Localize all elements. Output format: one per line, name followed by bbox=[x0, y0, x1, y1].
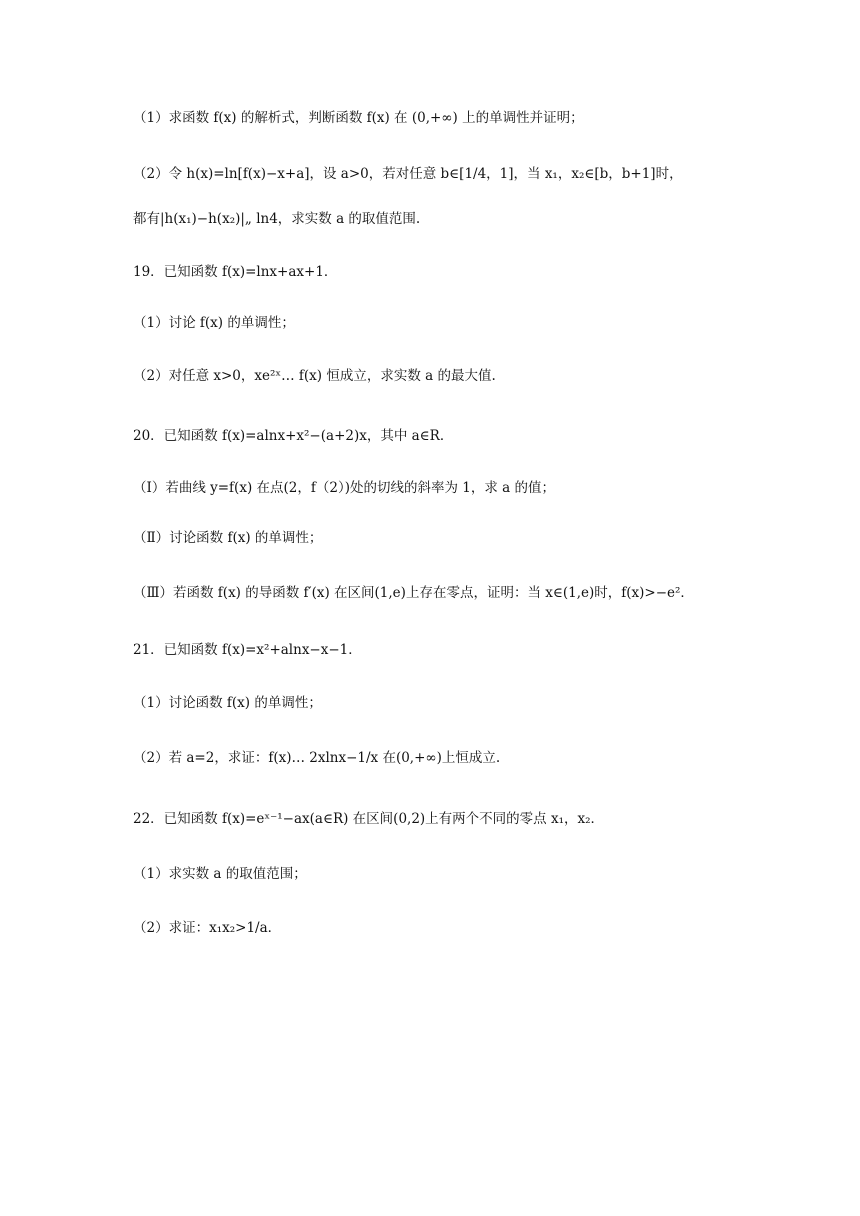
q20-part3: （Ⅲ）若函数 f(x) 的导函数 f′(x) 在区间(1,e)上存在零点，证明：当 x∈(1,e)时，f(x)>−e²． bbox=[133, 585, 694, 601]
q22-part1: （1）求实数 a 的取值范围； bbox=[133, 866, 307, 882]
q18-part1: （1）求函数 f(x) 的解析式，判断函数 f(x) 在 (0,+∞) 上的单调性并证明； bbox=[133, 110, 584, 126]
q21-part1: （1）讨论函数 f(x) 的单调性； bbox=[133, 695, 322, 711]
q19-part2: （2）对任意 x>0，xe²ˣ… f(x) 恒成立，求实数 a 的最大值. bbox=[133, 368, 496, 384]
q20-stem: 20．已知函数 f(x)=alnx+x²−(a+2)x，其中 a∈R． bbox=[133, 428, 454, 444]
q20-part1: （Ⅰ）若曲线 y=f(x) 在点(2，f（2）)处的切线的斜率为 1，求 a 的值； bbox=[133, 480, 555, 496]
q19-stem: 19．已知函数 f(x)=lnx+ax+1． bbox=[133, 264, 338, 280]
q21-stem: 21．已知函数 f(x)=x²+alnx−x−1． bbox=[133, 642, 362, 658]
q19-part1: （1）讨论 f(x) 的单调性； bbox=[133, 315, 295, 331]
q22-stem: 22．已知函数 f(x)=eˣ⁻¹−ax(a∈R) 在区间(0,2)上有两个不同的零点 x₁，x₂． bbox=[133, 811, 605, 827]
q20-part2: （Ⅱ）讨论函数 f(x) 的单调性； bbox=[133, 530, 323, 546]
q18-part2-line2: 都有|h(x₁)−h(x₂)|„ ln4，求实数 a 的取值范围. bbox=[133, 211, 421, 227]
q18-part2-line1: （2）令 h(x)=ln[f(x)−x+a]，设 a>0，若对任意 b∈[1/4，1]，当 x₁，x₂∈[b，b+1]时， bbox=[133, 166, 683, 182]
q21-part2: （2）若 a=2，求证：f(x)… 2xlnx−1/x 在(0,+∞)上恒成立. bbox=[133, 750, 501, 766]
q22-part2: （2）求证：x₁x₂>1/a． bbox=[133, 920, 282, 936]
